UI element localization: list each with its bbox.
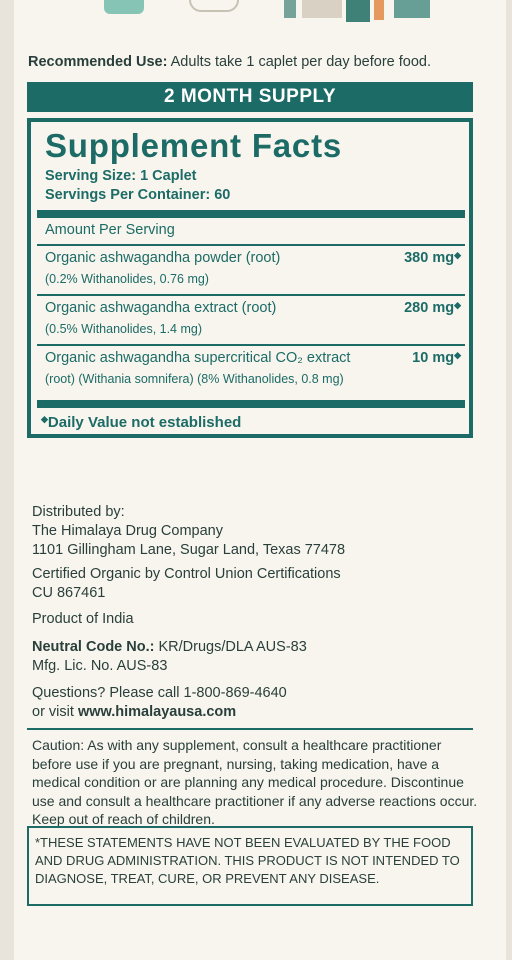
caution-body: As with any supplement, consult a healthcare practitioner before use if you are pregnant, nursing, taking medication, have a medical condition or are planning any medical procedure. Discontinue use and consult a healthcare practitioner if any adverse reactions occur. Keep out of reach of children. [32,737,478,827]
ingredient-name: Organic ashwagandha supercritical CO₂ extract [45,350,351,366]
decorative-shape [374,0,384,20]
ingredient-amount [404,250,461,266]
row-divider [37,294,465,296]
license-block [32,638,482,676]
row-divider [37,244,465,246]
contact-block [32,684,482,722]
serving-size: Serving Size: 1 Caplet [45,168,197,184]
certification-text: Certified Organic by Control Union Certifications [32,566,341,582]
neutral-code [32,638,482,657]
distributor-block [32,503,482,560]
ingredient-detail: (0.5% Withanolides, 1.4 mg) [45,322,203,336]
website-line [32,703,482,722]
amount-value: 380 mg [404,250,455,266]
thick-divider [37,210,465,218]
certification-block [32,565,482,603]
decorative-shape [284,0,296,18]
row-divider [37,344,465,346]
company-address: 1101 Gillingham Lane, Sugar Land, Texas 77478 [32,542,346,558]
ingredient-amount [404,300,461,316]
thick-divider [37,400,465,408]
ingredient-detail: (root) (Withania somnifera) (8% Withanolides, 0.8 mg) [45,372,344,386]
decorative-shape [302,0,342,18]
supplement-facts-panel [27,118,473,438]
diamond-icon: ◆ [454,250,461,260]
caution-label: Caution: [32,737,85,753]
amount-value: 10 mg [412,350,455,366]
ingredient-name: Organic ashwagandha powder (root) [45,250,281,266]
package-top-graphic [14,0,506,44]
diamond-icon: ◆ [41,414,48,424]
fda-disclaimer: *THESE STATEMENTS HAVE NOT BEEN EVALUATED BY THE FOOD AND DRUG ADMINISTRATION. THIS PRODUCT IS NOT INTENDED TO DIAGNOSE, TREAT, CURE, OR PREVENT ANY DISEASE. [27,826,473,906]
amount-value: 280 mg [404,300,455,316]
visit-prefix: or visit [32,704,74,720]
neutral-code-value: KR/Drugs/DLA AUS-83 [158,639,307,655]
decorative-shape [346,0,370,22]
product-origin: Product of India [32,611,134,627]
amount-per-serving-header: Amount Per Serving [45,222,175,238]
neutral-code-label: Neutral Code No.: [32,639,155,655]
decorative-shape [189,0,239,12]
mfg-license: Mfg. Lic. No. AUS-83 [32,658,168,674]
decorative-shape [394,0,430,18]
company-name: The Himalaya Drug Company [32,523,223,539]
daily-value-footnote [41,414,241,431]
diamond-icon: ◆ [454,300,461,310]
package-back-panel [14,0,506,960]
ingredient-amount [412,350,461,366]
serving-info [45,167,230,205]
ingredient-detail: (0.2% Withanolides, 0.76 mg) [45,272,209,286]
decorative-shape [104,0,144,14]
recommended-use-label: Recommended Use: [28,54,168,70]
certification-number: CU 867461 [32,585,106,601]
servings-per-container: Servings Per Container: 60 [45,187,231,203]
footnote-text: Daily Value not established [47,414,242,431]
ingredient-name: Organic ashwagandha extract (root) [45,300,277,316]
website-link[interactable]: www.himalayausa.com [77,704,237,720]
supplement-facts-title: Supplement Facts [45,127,343,164]
recommended-use [28,54,498,70]
supply-banner: 2 MONTH SUPPLY [27,82,473,112]
questions-phone: Questions? Please call 1-800-869-4640 [32,685,287,701]
caution-text [32,736,482,829]
recommended-use-text: Adults take 1 caplet per day before food. [170,54,432,70]
distributed-by-label: Distributed by: [32,504,125,520]
section-divider [27,728,473,730]
diamond-icon: ◆ [454,350,461,360]
